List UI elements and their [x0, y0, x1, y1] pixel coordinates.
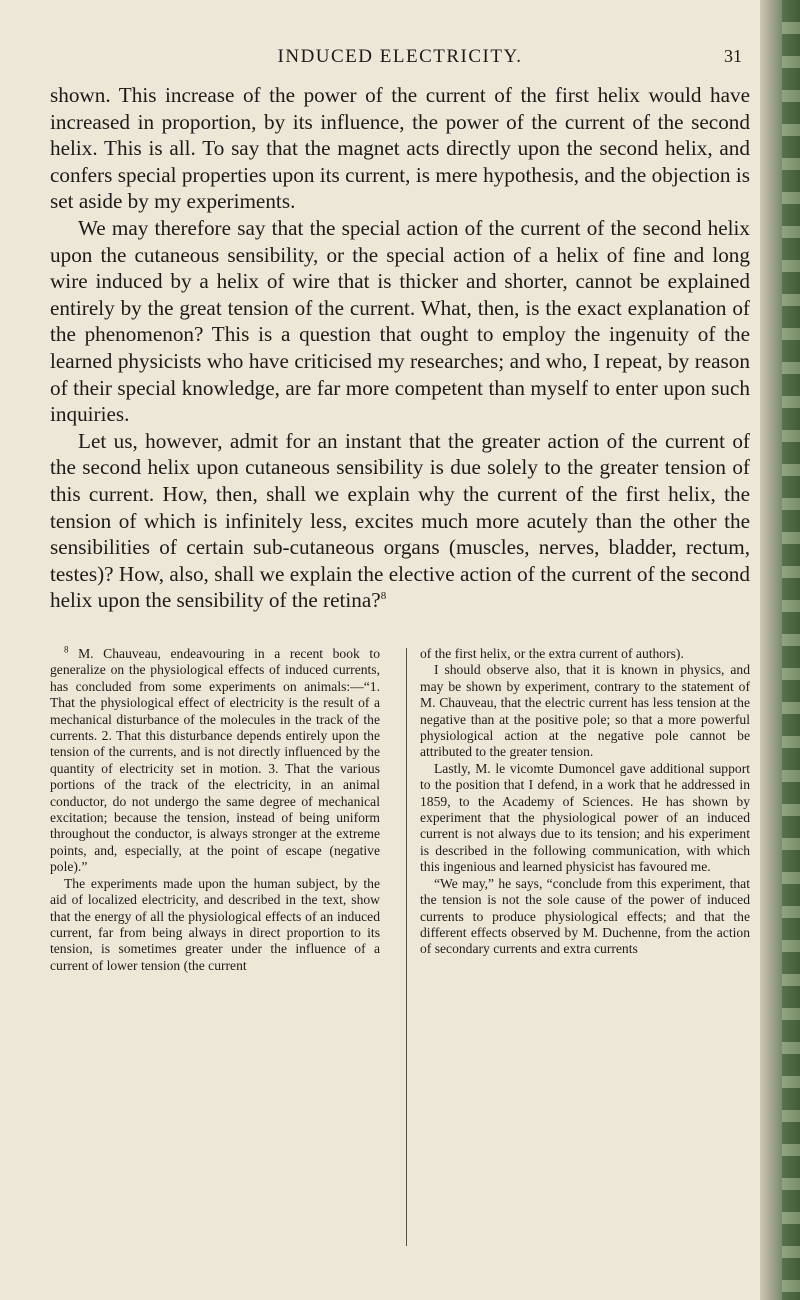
footnote-reference: 8 [380, 590, 387, 603]
footnote-paragraph [50, 646, 380, 876]
running-head: INDUCED ELECTRICITY. [277, 46, 523, 67]
footnote-marker: 8 [64, 644, 69, 655]
paragraph-3 [50, 428, 750, 614]
paragraph-2: We may therefore say that the special action of the current of the second helix upon the cutaneous sensibility, or the special action of a helix of fine and long wire induced by a helix of wire that is thicker and shorter, cannot be explained entirely by the great tension of the current. What, then, is the exact explanation of the phenomenon? This is a question that ought to employ the ingenuity of the learned physicists who have criticised my researches; and who, I repeat, by reason of their special knowledge, are far more competent than myself to enter upon such inquiries. [50, 215, 750, 427]
footnote-paragraph: Lastly, M. le vicomte Dumoncel gave additional support to the position that I defend, in a work that he addressed in 1859, to the Academy of Sciences. He has shown by experiment that the physiological power of an induced current is not always due to its tension; and his experiment is described in the following communication, with which this ingenious and learned physicist has favoured me. [420, 760, 750, 875]
page-header [50, 40, 750, 70]
footnote-text: M. Chauveau, endeavouring in a recent book to generalize on the physiological effects of induced currents, has concluded from some experiments on animals:—“1. That the physiological effect of electricity is the result of a mechanical disturbance of the molecules in the track of the currents. 2. That this disturbance depends entirely upon the tension of the currents, and is not directly influenced by the quantity of electricity set in motion. 3. That the various portions of the track of the electricity, in an animal conductor, do not undergo the same degree of mechanical excitation; because the tension, instead of being uniform throughout the conductor, is always stronger at the extreme points, and, especially, at the point of escape (negative pole).” [50, 646, 380, 875]
paragraph-3-text: Let us, however, admit for an instant that the greater action of the current of the second helix upon cutaneous sensibility is due solely to the greater tension of this current. How, then, shall we explain why the current of the first helix, the tension of which is infinitely less, excites much more acutely than the other the sensibilities of certain sub-cutaneous organs (muscles, nerves, bladder, rectum, testes)? How, also, shall we explain the elective action of the current of the second helix upon the sensibility of the retina? [50, 428, 750, 613]
footnote-left-column [50, 646, 380, 974]
page-number: 31 [724, 46, 742, 66]
footnote-right-column [420, 646, 750, 958]
footnote-paragraph: “We may,” he says, “conclude from this experiment, that the tension is not the sole cause of the power of induced currents to produce physiological effects; and that the different effects observed by M. Duchenne, from the action of secondary currents and extra currents [420, 875, 750, 957]
footnote-paragraph: The experiments made upon the human subject, by the aid of localized electricity, and described in the text, show that the energy of all the physiological effects of an induced current, far from being always in direct proportion to its tension, is sometimes greater under the influence of a current of lower tension (the current [50, 875, 380, 973]
footnote-paragraph: of the first helix, or the extra current of authors). [420, 646, 684, 661]
paragraph-1: shown. This increase of the power of the current of the first helix would have increased in proportion, by its influence, the power of the current of the second helix. This is all. To say that the magnet acts directly upon the second helix, and confers special properties upon its current, is mere hypothesis, and the objection is set aside by my experiments. [50, 83, 750, 214]
column-divider [406, 648, 407, 1246]
page-edge-shadow [782, 0, 800, 1300]
footnote-paragraph: I should observe also, that it is known in physics, and may be shown by experiment, contrary to the statement of M. Chauveau, that the electric current has less tension at the negative than at the positive pole; so that a more powerful physiological action at the negative pole cannot be attributed to the greater tension. [420, 662, 750, 760]
main-text [50, 82, 750, 614]
